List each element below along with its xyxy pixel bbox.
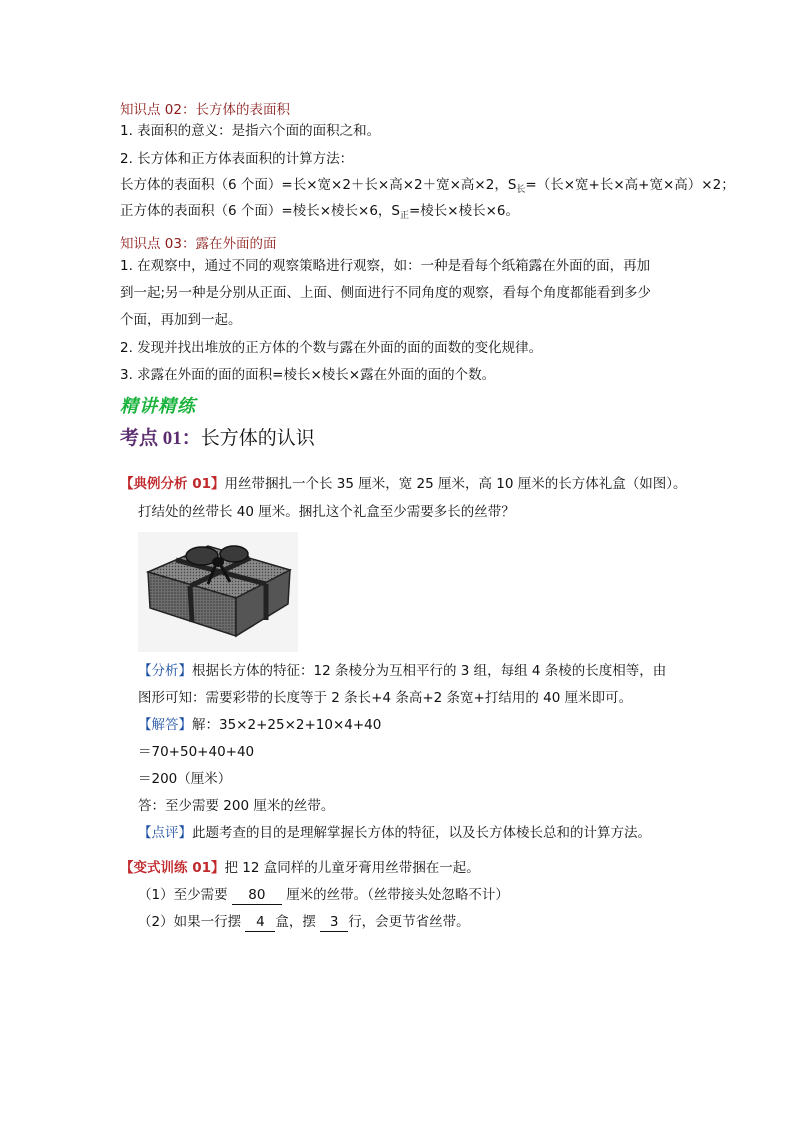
cube-formula-subscript: 正 — [399, 211, 409, 221]
k03-item-2: 2. 发现并找出堆放的正方体的个数与露在外面的面的面数的变化规律。 — [120, 340, 543, 356]
kaodian-heading — [120, 426, 315, 451]
k02-item-2: 2. 长方体和正方体表面积的计算方法： — [120, 151, 354, 167]
answer-line-4: 答：至少需要 200 厘米的丝带。 — [138, 798, 335, 814]
example-tag: 【典例分析 01】 — [120, 476, 225, 492]
variant-question — [120, 859, 480, 877]
cuboid-surface-formula — [120, 176, 735, 196]
answer-line-3: ＝200（厘米） — [138, 771, 232, 787]
gift-box-illustration — [138, 532, 298, 652]
variant-part-2-middle: 盒，摆 — [275, 914, 316, 930]
variant-part-1-suffix: 厘米的丝带。（丝带接头处忽略不计） — [286, 887, 509, 903]
variant-answer-blank-1: 80 — [232, 886, 282, 905]
kaodian-label: 考点 01： — [120, 428, 201, 449]
variant-part-1 — [138, 886, 509, 905]
variant-tag: 【变式训练 01】 — [120, 860, 225, 876]
knowledge-point-02-heading: 知识点 02：长方体的表面积 — [120, 102, 290, 118]
comment-tag: 【点评】 — [138, 825, 192, 841]
variant-question-text: 把 12 盒同样的儿童牙膏用丝带捆在一起。 — [224, 860, 480, 876]
example-question-text: 用丝带捆扎一个长 35 厘米，宽 25 厘米，高 10 厘米的长方体礼盒（如图）。 — [224, 476, 687, 492]
answer-text-1: 解：35×2+25×2+10×4+40 — [192, 717, 382, 733]
variant-part-1-prefix: （1）至少需要 — [138, 887, 228, 903]
k02-item-1: 1. 表面积的意义：是指六个面的面积之和。 — [120, 123, 381, 139]
variant-answer-blank-3: 3 — [320, 913, 348, 932]
variant-part-2-prefix: （2）如果一行摆 — [138, 914, 242, 930]
variant-part-2 — [138, 913, 470, 932]
comment-line — [138, 824, 651, 842]
k03-item-1-line-1: 1. 在观察中，通过不同的观察策略进行观察，如：一种是看每个纸箱露在外面的面，再加 — [120, 258, 651, 274]
k03-item-1-line-3: 个面，再加到一起。 — [120, 312, 242, 328]
kaodian-title: 长方体的认识 — [200, 427, 315, 449]
analysis-text-1: 根据长方体的特征：12 条棱分为互相平行的 3 组，每组 4 条棱的长度相等，由 — [192, 663, 667, 679]
knowledge-point-03-heading: 知识点 03：露在外面的面 — [120, 236, 277, 252]
analysis-line-2: 图形可知：需要彩带的长度等于 2 条长+4 条高+2 条宽+打结用的 40 厘米即可。 — [138, 690, 633, 706]
analysis-tag: 【分析】 — [138, 663, 192, 679]
example-question-line-2: 打结处的丝带长 40 厘米。捆扎这个礼盒至少需要多长的丝带？ — [138, 504, 515, 520]
variant-part-2-suffix: 行，会更节省丝带。 — [348, 914, 470, 930]
cuboid-formula-part-b: =（长×宽+长×高+宽×高）×2； — [525, 177, 735, 193]
k03-item-3: 3. 求露在外面的面的面积=棱长×棱长×露在外面的面的个数。 — [120, 367, 496, 383]
cuboid-formula-part-a: 长方体的表面积（6 个面）=长×宽×2＋长×高×2＋宽×高×2，S — [120, 177, 517, 193]
cube-formula-part-a: 正方体的表面积（6 个面）=棱长×棱长×6，S — [120, 203, 400, 219]
k03-item-1-line-2: 到一起;另一种是分别从正面、上面、侧面进行不同角度的观察，看每个角度都能看到多少 — [120, 285, 652, 301]
cube-formula-part-b: =棱长×棱长×6。 — [409, 203, 520, 219]
analysis-line-1 — [138, 662, 666, 680]
variant-answer-blank-2: 4 — [245, 913, 275, 932]
cuboid-formula-subscript: 长 — [516, 185, 526, 195]
cube-surface-formula — [120, 202, 519, 222]
answer-line-1 — [138, 716, 381, 734]
section-title: 精讲精练 — [120, 396, 196, 417]
example-question-line-1 — [120, 475, 687, 493]
answer-line-2: ＝70+50+40+40 — [138, 744, 255, 760]
comment-text: 此题考查的目的是理解掌握长方体的特征，以及长方体棱长总和的计算方法。 — [192, 825, 651, 841]
answer-tag: 【解答】 — [138, 717, 192, 733]
